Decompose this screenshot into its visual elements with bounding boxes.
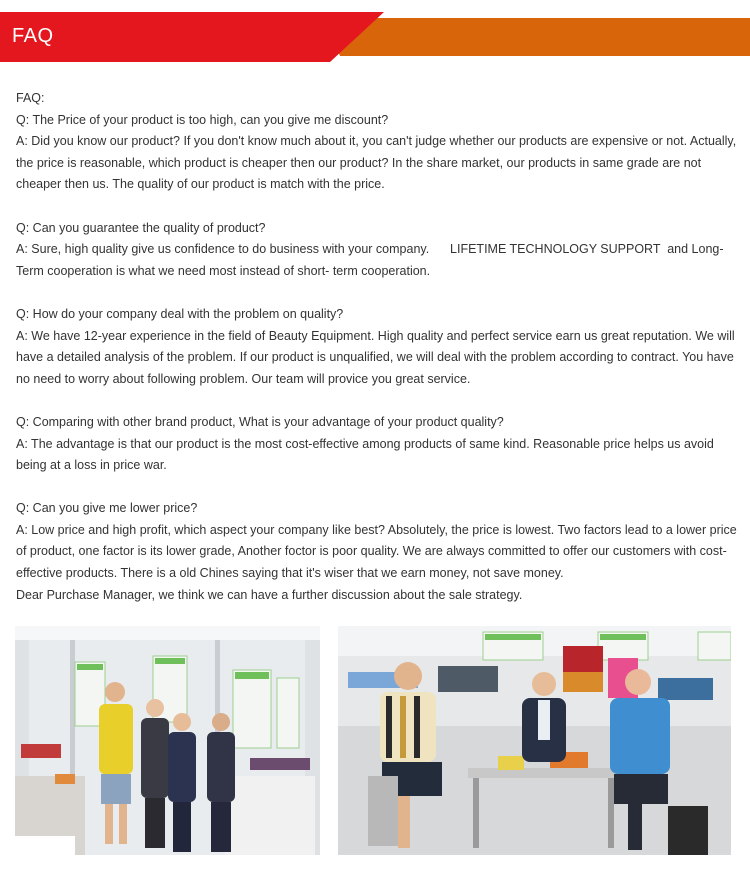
faq-item [16, 110, 744, 196]
exhibition-booth-photo-right [338, 626, 731, 855]
photo-left-illustration [15, 626, 320, 855]
faq-item [16, 412, 744, 477]
header-title: FAQ [12, 25, 54, 47]
faq-header-banner [0, 0, 750, 62]
faq-question: Q: Can you give me lower price? [16, 501, 198, 516]
faq-answer: A: Low price and high profit, which aspect your company like best? Absolutely, the price is lowest. Two factors lead to a lower price of product, one factor is its lower grade, Another foctor is poor quality. We are always committed to offer our customers with cost-effective products. There is a old Chines saying that it's wiser that we earn money, not save money. [16, 522, 737, 581]
red-band [0, 12, 384, 62]
faq-question: Q: Can you guarantee the quality of product? [16, 220, 266, 235]
orange-band [325, 18, 750, 56]
faq-question: Q: How do your company deal with the problem on quality? [16, 306, 344, 321]
faq-answer: A: We have 12-year experience in the field of Beauty Equipment. High quality and perfect service earn us great reputation. We will have a detailed analysis of the problem. If our product is unqualified, we will deal with the problem according to contract. You have no need to worry about following problem. Our team will provice you great service. [16, 328, 735, 386]
header-banner-shapes [0, 0, 750, 62]
faq-answer: A: The advantage is that our product is the most cost-effective among products of same kind. Reasonable price helps us avoid being at a loss in price war. [16, 436, 714, 473]
faq-item [16, 218, 744, 283]
photo-right-illustration [338, 626, 731, 855]
faq-closing: Dear Purchase Manager, we think we can have a further discussion about the sale strategy. [16, 587, 523, 602]
faq-heading: FAQ: [16, 91, 45, 105]
faq-answer: A: Did you know our product? If you don't know much about it, you can't judge whether our products are expensive or not. Actually, the price is reasonable, which product is cheaper then our product? In the share market, our products in same grade are not cheaper then us. The quality of our product is match with the price. [16, 134, 737, 192]
faq-item [16, 498, 744, 584]
faq-content [16, 88, 744, 606]
faq-question: Q: The Price of your product is too high, can you give me discount? [16, 112, 389, 127]
exhibition-booth-photo-left [15, 626, 320, 855]
faq-question: Q: Comparing with other brand product, What is your advantage of your product quality? [16, 414, 504, 429]
faq-answer: A: Sure, high quality give us confidence to do business with your company. LIFETIME TECHNOLOGY SUPPORT and Long- Term cooperation is what we need most instead of short- term cooperation. [16, 242, 727, 278]
faq-item [16, 304, 744, 390]
